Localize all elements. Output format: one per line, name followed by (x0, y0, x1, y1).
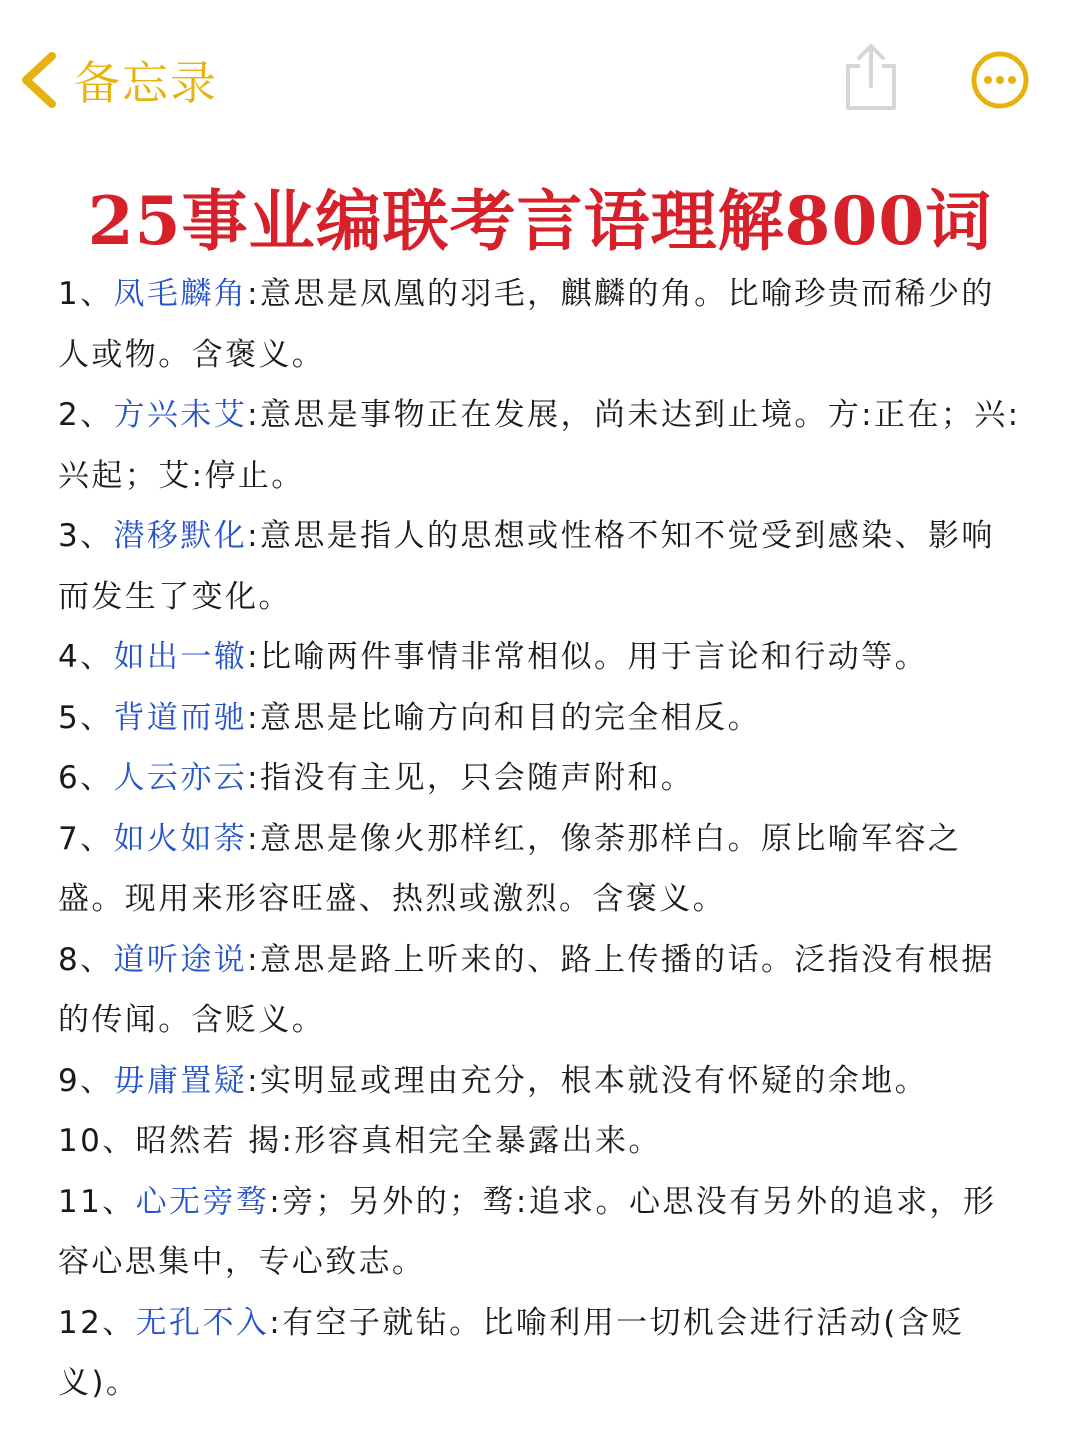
idiom-term: 道听途说 (113, 941, 248, 978)
idiom-term: 心无旁骛 (135, 1183, 270, 1220)
list-item (58, 627, 1026, 688)
entry-number: 10、 (58, 1123, 136, 1159)
chevron-left-icon (18, 52, 58, 108)
idiom-term: 人云亦云 (113, 760, 248, 796)
entry-number: 5、 (58, 699, 114, 736)
idiom-term: 无孔不入 (135, 1304, 270, 1341)
list-item (58, 688, 1026, 749)
idiom-definition: :意思是事物正在发展，尚未达到止境。方:正在；兴:兴起；艾:停止。 (58, 397, 1021, 494)
entry-number: 12、 (58, 1304, 136, 1341)
list-item (58, 1293, 1026, 1414)
idiom-definition: :意思是比喻方向和目的完全相反。 (247, 699, 761, 736)
list-item (58, 1051, 1026, 1112)
note-body[interactable] (58, 264, 1026, 1414)
idiom-definition: :有空子就钻。比喻利用一切机会进行活动(含贬义)。 (58, 1304, 965, 1401)
list-item (58, 264, 1026, 385)
idiom-definition: :指没有主见，只会随声附和。 (247, 760, 695, 796)
more-button[interactable] (970, 50, 1030, 110)
idiom-definition: :实明显或理由充分，根本就没有怀疑的余地。 (247, 1062, 928, 1099)
list-item (58, 385, 1026, 506)
back-button[interactable] (18, 48, 218, 112)
idiom-definition: 昭然若 揭:形容真相完全暴露出来。 (135, 1123, 662, 1159)
idiom-term: 凤毛麟角 (113, 276, 248, 312)
ellipsis-circle-icon (970, 50, 1030, 110)
entry-number: 6、 (58, 760, 114, 796)
idiom-term: 如火如荼 (113, 820, 248, 857)
share-icon (840, 40, 902, 114)
idiom-definition: :意思是路上听来的、路上传播的话。泛指没有根据的传闻。含贬义。 (58, 941, 995, 1038)
idiom-definition: :比喻两件事情非常相似。用于言论和行动等。 (247, 639, 928, 675)
list-item (58, 1172, 1026, 1293)
entry-number: 9、 (58, 1062, 114, 1099)
idiom-term: 方兴未艾 (113, 397, 248, 433)
entry-number: 7、 (58, 820, 114, 857)
list-item (58, 748, 1026, 809)
back-label: 备忘录 (74, 56, 218, 110)
entry-number: 4、 (58, 639, 114, 675)
entry-number: 2、 (58, 397, 114, 433)
entry-number: 3、 (58, 518, 114, 554)
share-button[interactable] (840, 40, 902, 114)
idiom-definition: :意思是凤凰的羽毛，麒麟的角。比喻珍贵而稀少的人或物。含褒义。 (58, 276, 995, 373)
entry-number: 8、 (58, 941, 114, 978)
idiom-definition: :旁；另外的；骛:追求。心思没有另外的追求，形容心思集中，专心致志。 (58, 1183, 997, 1280)
idiom-term: 如出一辙 (113, 639, 248, 675)
note-title[interactable]: 25事业编联考言语理解800词 (87, 182, 993, 260)
entry-number: 1、 (58, 276, 114, 312)
idiom-term: 背道而驰 (113, 699, 248, 736)
entry-number: 11、 (58, 1183, 136, 1220)
navigation-bar (0, 0, 1080, 160)
idiom-definition: :意思是像火那样红，像荼那样白。原比喻军容之盛。现用来形容旺盛、热烈或激烈。含褒义。 (58, 820, 962, 917)
idiom-term: 潜移默化 (113, 518, 248, 554)
list-item (58, 809, 1026, 930)
list-item (58, 1111, 1026, 1172)
idiom-term: 毋庸置疑 (113, 1062, 248, 1099)
list-item (58, 506, 1026, 627)
list-item (58, 930, 1026, 1051)
idiom-definition: :意思是指人的思想或性格不知不觉受到感染、影响而发生了变化。 (58, 518, 995, 615)
